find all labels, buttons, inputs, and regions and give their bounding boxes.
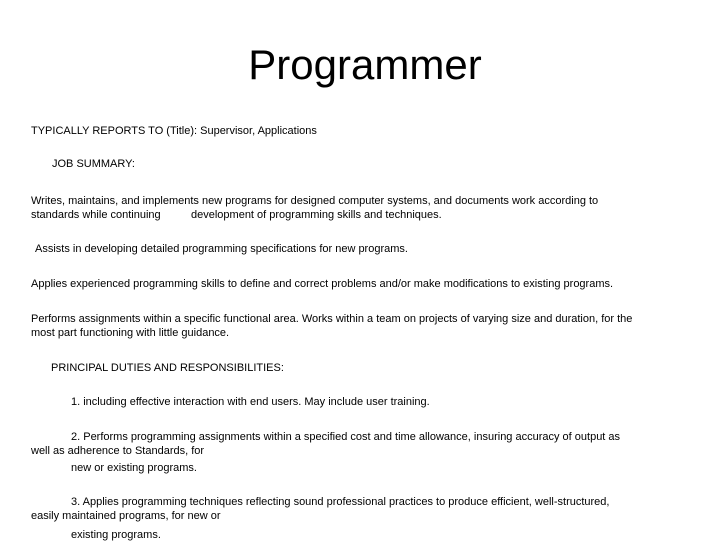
- page-title: Programmer: [248, 41, 482, 88]
- job-summary-heading: JOB SUMMARY:: [52, 158, 135, 170]
- applies-paragraph: Applies experienced programming skills to define and correct problems and/or make modifications to existing programs.: [31, 278, 614, 290]
- duty-3-line-2: easily maintained programs, for new or: [31, 510, 221, 522]
- summary-line-2a: standards while continuing: [31, 209, 161, 221]
- duty-3-line-1: 3. Applies programming techniques reflecting sound professional practices to produce efficient, well-structured,: [71, 496, 610, 508]
- duty-1: 1. including effective interaction with end users. May include user training.: [71, 396, 430, 408]
- performs-line-2: most part functioning with little guidance.: [31, 327, 230, 339]
- duty-3-line-3: existing programs.: [71, 529, 161, 541]
- duty-2-line-1: 2. Performs programming assignments within a specified cost and time allowance, insuring accuracy of output as: [71, 431, 621, 443]
- performs-line-1: Performs assignments within a specific functional area. Works within a team on projects of varying size and duration, for the: [31, 313, 633, 325]
- reports-to-line: TYPICALLY REPORTS TO (Title): Supervisor, Applications: [31, 125, 317, 137]
- summary-line-1: Writes, maintains, and implements new programs for designed computer systems, and documents work according to: [31, 195, 599, 207]
- summary-line-2b: development of programming skills and techniques.: [191, 209, 442, 221]
- assists-paragraph: Assists in developing detailed programming specifications for new programs.: [35, 243, 408, 255]
- duty-2-line-3: new or existing programs.: [71, 462, 197, 474]
- principal-duties-heading: PRINCIPAL DUTIES AND RESPONSIBILITIES:: [51, 362, 284, 374]
- duty-2-line-2: well as adherence to Standards, for: [31, 445, 205, 457]
